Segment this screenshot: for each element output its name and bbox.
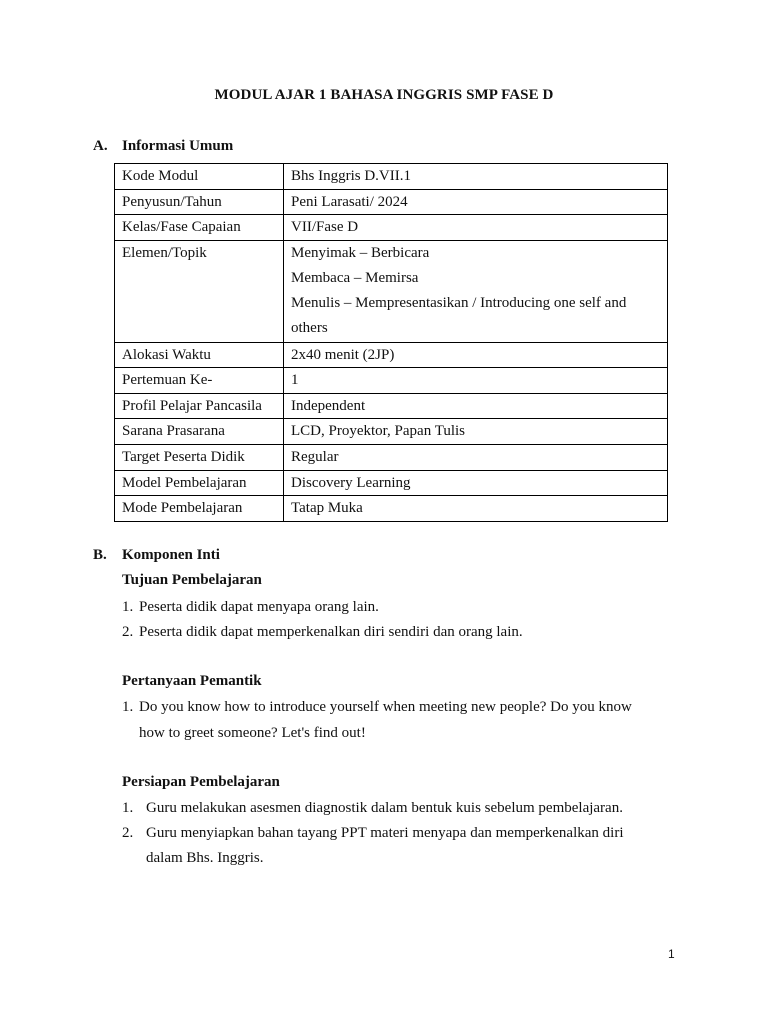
table-cell-line: others [291, 320, 328, 337]
list-text: Peserta didik dapat menyapa orang lain. [139, 599, 379, 615]
table-row [115, 444, 668, 470]
document-title: MODUL AJAR 1 BAHASA INGGRIS SMP FASE D [214, 87, 554, 103]
table-cell-value: Regular [284, 444, 668, 470]
list-number: 2. [122, 825, 134, 841]
table-row [115, 393, 668, 419]
table-cell-key: Kelas/Fase Capaian [115, 215, 284, 241]
info-table [114, 163, 668, 522]
table-cell-value: Tatap Muka [284, 496, 668, 522]
table-row [115, 496, 668, 522]
table-cell-key: Penyusun/Tahun [115, 189, 284, 215]
table-cell-value: Independent [284, 393, 668, 419]
table-cell-key: Mode Pembelajaran [115, 496, 284, 522]
table-cell-key: Pertemuan Ke- [115, 368, 284, 394]
table-cell-value: LCD, Proyektor, Papan Tulis [284, 419, 668, 445]
table-cell-value: Discovery Learning [284, 470, 668, 496]
tujuan-heading: Tujuan Pembelajaran [122, 572, 262, 588]
list-text-continuation: dalam Bhs. Inggris. [146, 850, 264, 866]
list-number: 2. [122, 624, 134, 640]
table-cell-key: Sarana Prasarana [115, 419, 284, 445]
list-number: 1. [122, 699, 134, 715]
table-row [115, 164, 668, 190]
list-text-continuation: how to greet someone? Let's find out! [139, 725, 366, 741]
table-cell-key: Target Peserta Didik [115, 444, 284, 470]
table-cell-value: 1 [284, 368, 668, 394]
table-row [115, 342, 668, 368]
table-cell-line: Menulis – Mempresentasikan / Introducing one self and [291, 295, 627, 312]
table-cell-value: 2x40 menit (2JP) [284, 342, 668, 368]
list-item [122, 795, 662, 821]
section-b-letter: B. [93, 547, 107, 563]
table-cell-value [284, 240, 668, 342]
section-a-title: Informasi Umum [122, 138, 234, 154]
table-cell-key: Kode Modul [115, 164, 284, 190]
list-number: 1. [122, 599, 134, 615]
table-row [115, 240, 668, 342]
table-cell-line: Menyimak – Berbicara [291, 244, 430, 261]
table-row [115, 189, 668, 215]
pemantik-heading: Pertanyaan Pemantik [122, 673, 262, 689]
table-cell-key: Alokasi Waktu [115, 342, 284, 368]
list-item [122, 619, 662, 645]
list-text: Peserta didik dapat memperkenalkan diri sendiri dan orang lain. [139, 624, 523, 640]
table-cell-value: Bhs Inggris D.VII.1 [284, 164, 668, 190]
table-cell-key: Profil Pelajar Pancasila [115, 393, 284, 419]
persiapan-heading: Persiapan Pembelajaran [122, 774, 280, 790]
table-cell-value: Peni Larasati/ 2024 [284, 189, 668, 215]
table-cell-key: Elemen/Topik [115, 240, 284, 342]
page-number: 1 [668, 947, 675, 961]
table-row [115, 215, 668, 241]
section-a-heading [93, 138, 233, 155]
list-item [122, 694, 662, 720]
table-cell-line: Membaca – Memirsa [291, 269, 419, 286]
table-row [115, 419, 668, 445]
table-row [115, 470, 668, 496]
list-text: Guru menyiapkan bahan tayang PPT materi menyapa dan memperkenalkan diri [146, 825, 624, 841]
list-text: Guru melakukan asesmen diagnostik dalam bentuk kuis sebelum pembelajaran. [146, 800, 623, 816]
table-cell-value: VII/Fase D [284, 215, 668, 241]
list-item [122, 820, 662, 846]
list-item [122, 594, 662, 620]
table-row [115, 368, 668, 394]
list-text: Do you know how to introduce yourself when meeting new people? Do you know [139, 699, 632, 715]
section-a-letter: A. [93, 138, 108, 154]
section-b-heading [93, 547, 220, 564]
section-b-title: Komponen Inti [122, 547, 220, 563]
table-cell-key: Model Pembelajaran [115, 470, 284, 496]
list-number: 1. [122, 800, 134, 816]
